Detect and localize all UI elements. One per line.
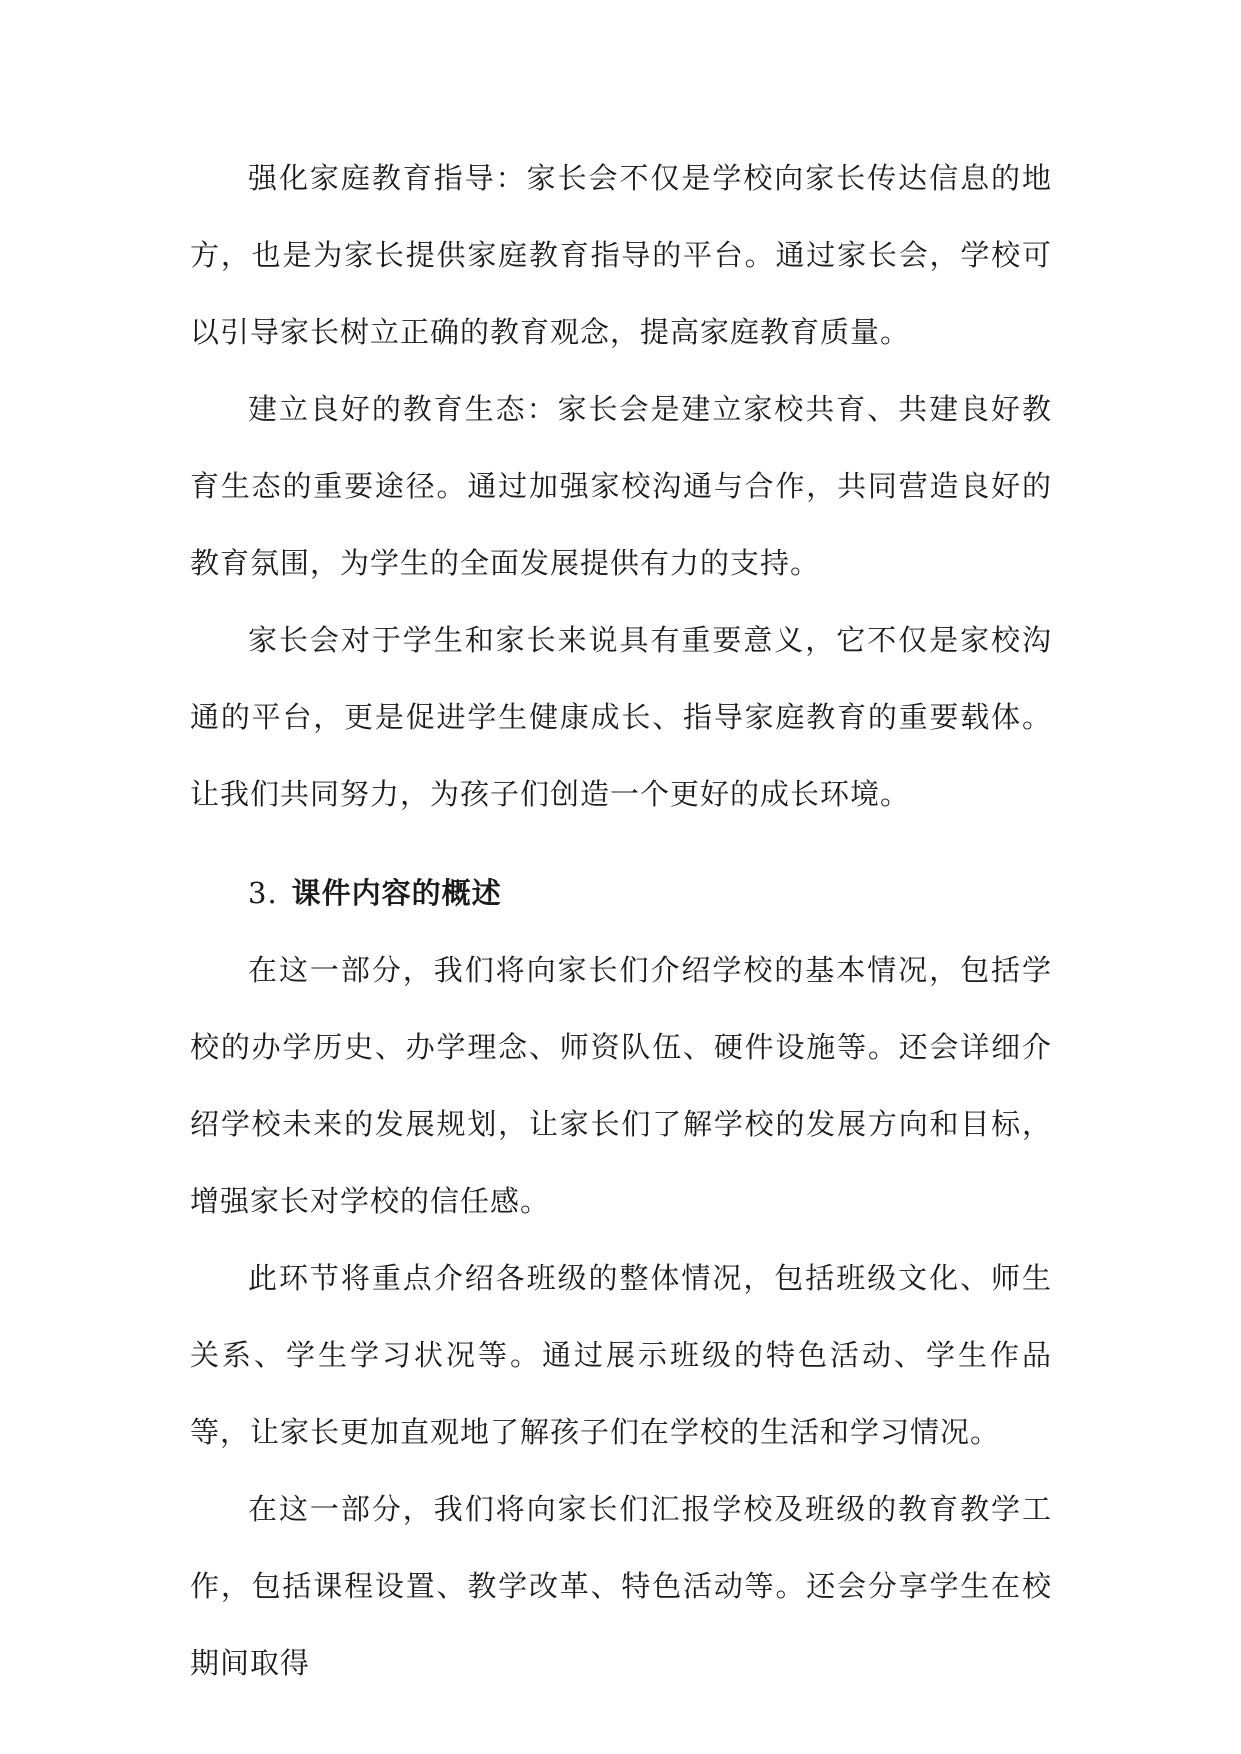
section-heading [190,855,1052,932]
paragraph-school-overview: 在这一部分，我们将向家长们介绍学校的基本情况，包括学校的办学历史、办学理念、师资队伍、硬件设施等。还会详细介绍学校未来的发展规划，让家长们了解学校的发展方向和目标，增强家长对学校的信任感。 [190,953,1052,1218]
paragraph-education-ecology: 建立良好的教育生态：家长会是建立家校共育、共建良好教育生态的重要途径。通过加强家校沟通与合作，共同营造良好的教育氛围，为学生的全面发展提供有力的支持。 [190,392,1052,580]
section-number: 3. [248,876,278,910]
document-page [190,140,1052,1702]
paragraph-meeting-significance: 家长会对于学生和家长来说具有重要意义，它不仅是家校沟通的平台，更是促进学生健康成长、指导家庭教育的重要载体。让我们共同努力，为孩子们创造一个更好的成长环境。 [190,623,1052,811]
paragraph-family-education-guidance: 强化家庭教育指导：家长会不仅是学校向家长传达信息的地方，也是为家长提供家庭教育指导的平台。通过家长会，学校可以引导家长树立正确的教育观念，提高家庭教育质量。 [190,161,1052,349]
paragraph-teaching-report: 在这一部分，我们将向家长们汇报学校及班级的教育教学工作，包括课程设置、教学改革、特色活动等。还会分享学生在校期间取得 [190,1492,1052,1680]
paragraph-class-overview: 此环节将重点介绍各班级的整体情况，包括班级文化、师生关系、学生学习状况等。通过展示班级的特色活动、学生作品等，让家长更加直观地了解孩子们在学校的生活和学习情况。 [190,1261,1052,1449]
section-title: 课件内容的概述 [291,876,502,910]
